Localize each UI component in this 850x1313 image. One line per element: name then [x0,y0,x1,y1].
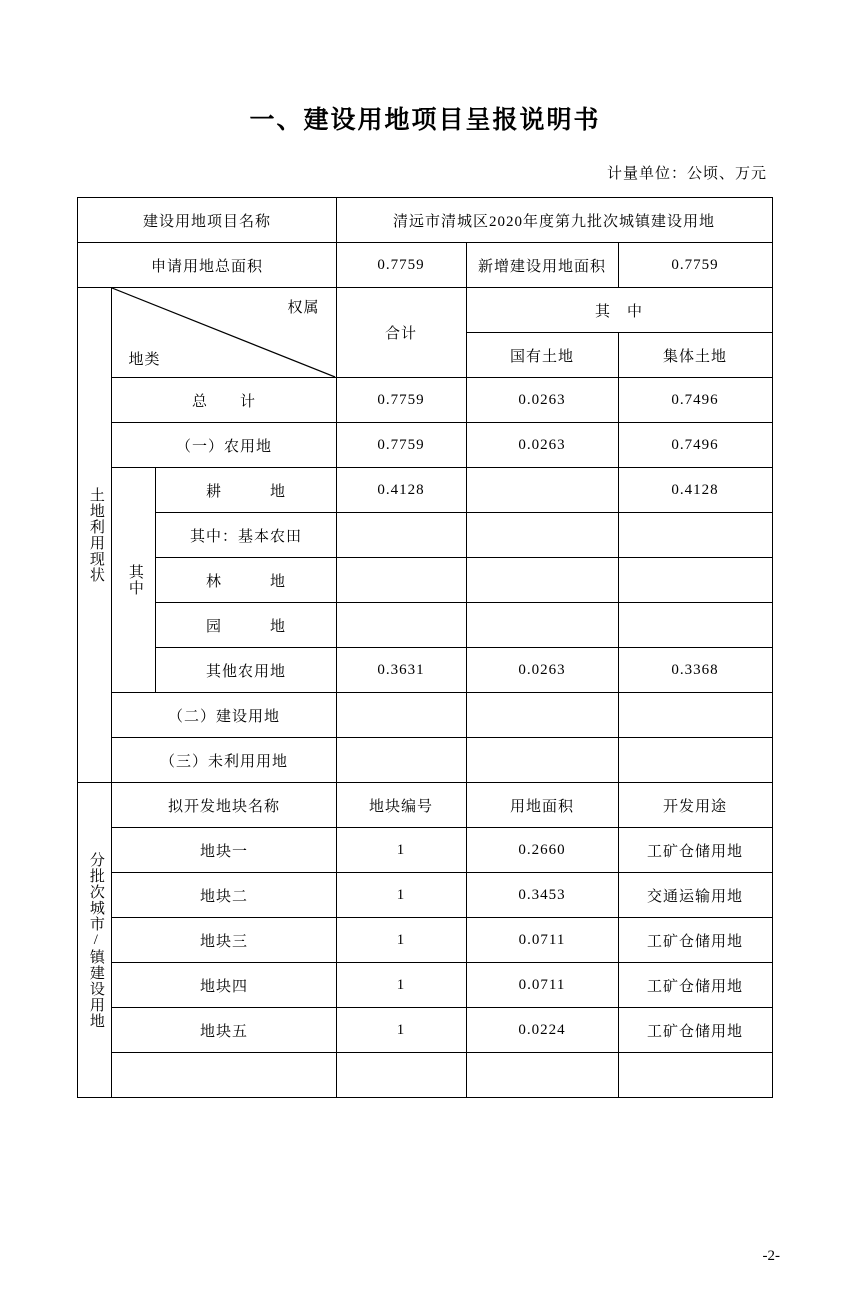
plot-use: 工矿仓储用地 [618,918,772,963]
row-label: 其中：基本农田 [156,513,336,558]
plot-use-header: 开发用途 [618,783,772,828]
table-row [78,513,772,558]
plot-code: 1 [336,828,466,873]
row-label: 园 地 [156,603,336,648]
ownership-label: 权属 [287,300,320,316]
state-land-header: 国有土地 [466,333,618,378]
row-state [466,558,618,603]
plot-area: 0.0224 [466,1008,618,1053]
row-label: 耕 地 [156,468,336,513]
land-use-table [77,197,772,1098]
plot-use: 交通运输用地 [618,873,772,918]
unit-note: 计量单位：公顷、万元 [606,166,767,182]
table-row-header-top [78,288,772,333]
total-header: 合计 [336,288,466,378]
table-row [78,1008,772,1053]
plot-use: 工矿仓储用地 [618,963,772,1008]
plot-name: 地块五 [112,1008,336,1053]
table-row [78,828,772,873]
row-collective [618,558,772,603]
plot-area-header: 用地面积 [466,783,618,828]
row-collective [618,603,772,648]
row-collective: 0.7496 [618,423,772,468]
row-collective [618,513,772,558]
table-row [78,1053,772,1098]
plot-area: 0.3453 [466,873,618,918]
table-row [78,738,772,783]
row-label: （二）建设用地 [112,693,336,738]
row-label: 林 地 [156,558,336,603]
plot-code: 1 [336,963,466,1008]
row-total [336,693,466,738]
table-row [78,963,772,1008]
table-row-project-name [78,198,772,243]
row-label: 总 计 [112,378,336,423]
side-label-among: 其中 [112,468,156,693]
plot-code: 1 [336,873,466,918]
collective-land-header: 集体土地 [618,333,772,378]
row-state [466,738,618,783]
new-area-label: 新增建设用地面积 [466,243,618,288]
row-collective: 0.3368 [618,648,772,693]
plot-area: 0.2660 [466,828,618,873]
new-area-value: 0.7759 [618,243,772,288]
row-collective: 0.4128 [618,468,772,513]
table-row-plot-header [78,783,772,828]
plot-use: 工矿仓储用地 [618,1008,772,1053]
table-row [78,378,772,423]
plot-use [618,1053,772,1098]
apply-area-value: 0.7759 [336,243,466,288]
row-label: 其他农用地 [156,648,336,693]
plot-area: 0.0711 [466,918,618,963]
row-label: （三）未利用用地 [112,738,336,783]
row-state [466,513,618,558]
table-row [78,603,772,648]
document-page [0,100,850,1313]
row-state [466,603,618,648]
among-header: 其 中 [466,288,772,333]
plot-name: 地块二 [112,873,336,918]
table-row [78,918,772,963]
row-collective [618,693,772,738]
page-number: -2- [762,1248,780,1264]
row-total: 0.4128 [336,468,466,513]
row-state: 0.0263 [466,378,618,423]
row-total: 0.3631 [336,648,466,693]
plot-name-header: 拟开发地块名称 [112,783,336,828]
plot-name: 地块一 [112,828,336,873]
plot-area: 0.0711 [466,963,618,1008]
table-row-apply-area [78,243,772,288]
plot-code [336,1053,466,1098]
plot-use: 工矿仓储用地 [618,828,772,873]
table-row [78,423,772,468]
table-row [78,693,772,738]
side-label-land-use-status: 土地利用现状 [78,288,112,783]
plot-area [466,1053,618,1098]
row-total [336,603,466,648]
side-label-batch-construction-land: 分批次城市/镇建设用地 [78,783,112,1098]
apply-area-label: 申请用地总面积 [78,243,336,288]
row-total [336,513,466,558]
ownership-landtype-header [112,288,336,378]
table-row [78,558,772,603]
plot-code: 1 [336,918,466,963]
project-name-value: 清远市清城区2020年度第九批次城镇建设用地 [336,198,772,243]
row-total [336,558,466,603]
row-label: （一）农用地 [112,423,336,468]
row-total [336,738,466,783]
row-state [466,693,618,738]
plot-name: 地块四 [112,963,336,1008]
row-state: 0.0263 [466,423,618,468]
plot-name: 地块三 [112,918,336,963]
row-state [466,468,618,513]
landtype-label: 地类 [128,352,161,368]
page-title: 一、建设用地项目呈报说明书 [249,107,601,134]
plot-code: 1 [336,1008,466,1053]
project-name-label: 建设用地项目名称 [78,198,336,243]
plot-name [112,1053,336,1098]
row-collective: 0.7496 [618,378,772,423]
row-total: 0.7759 [336,423,466,468]
row-total: 0.7759 [336,378,466,423]
row-state: 0.0263 [466,648,618,693]
table-row [78,648,772,693]
table-row [78,468,772,513]
table-row [78,873,772,918]
plot-code-header: 地块编号 [336,783,466,828]
row-collective [618,738,772,783]
